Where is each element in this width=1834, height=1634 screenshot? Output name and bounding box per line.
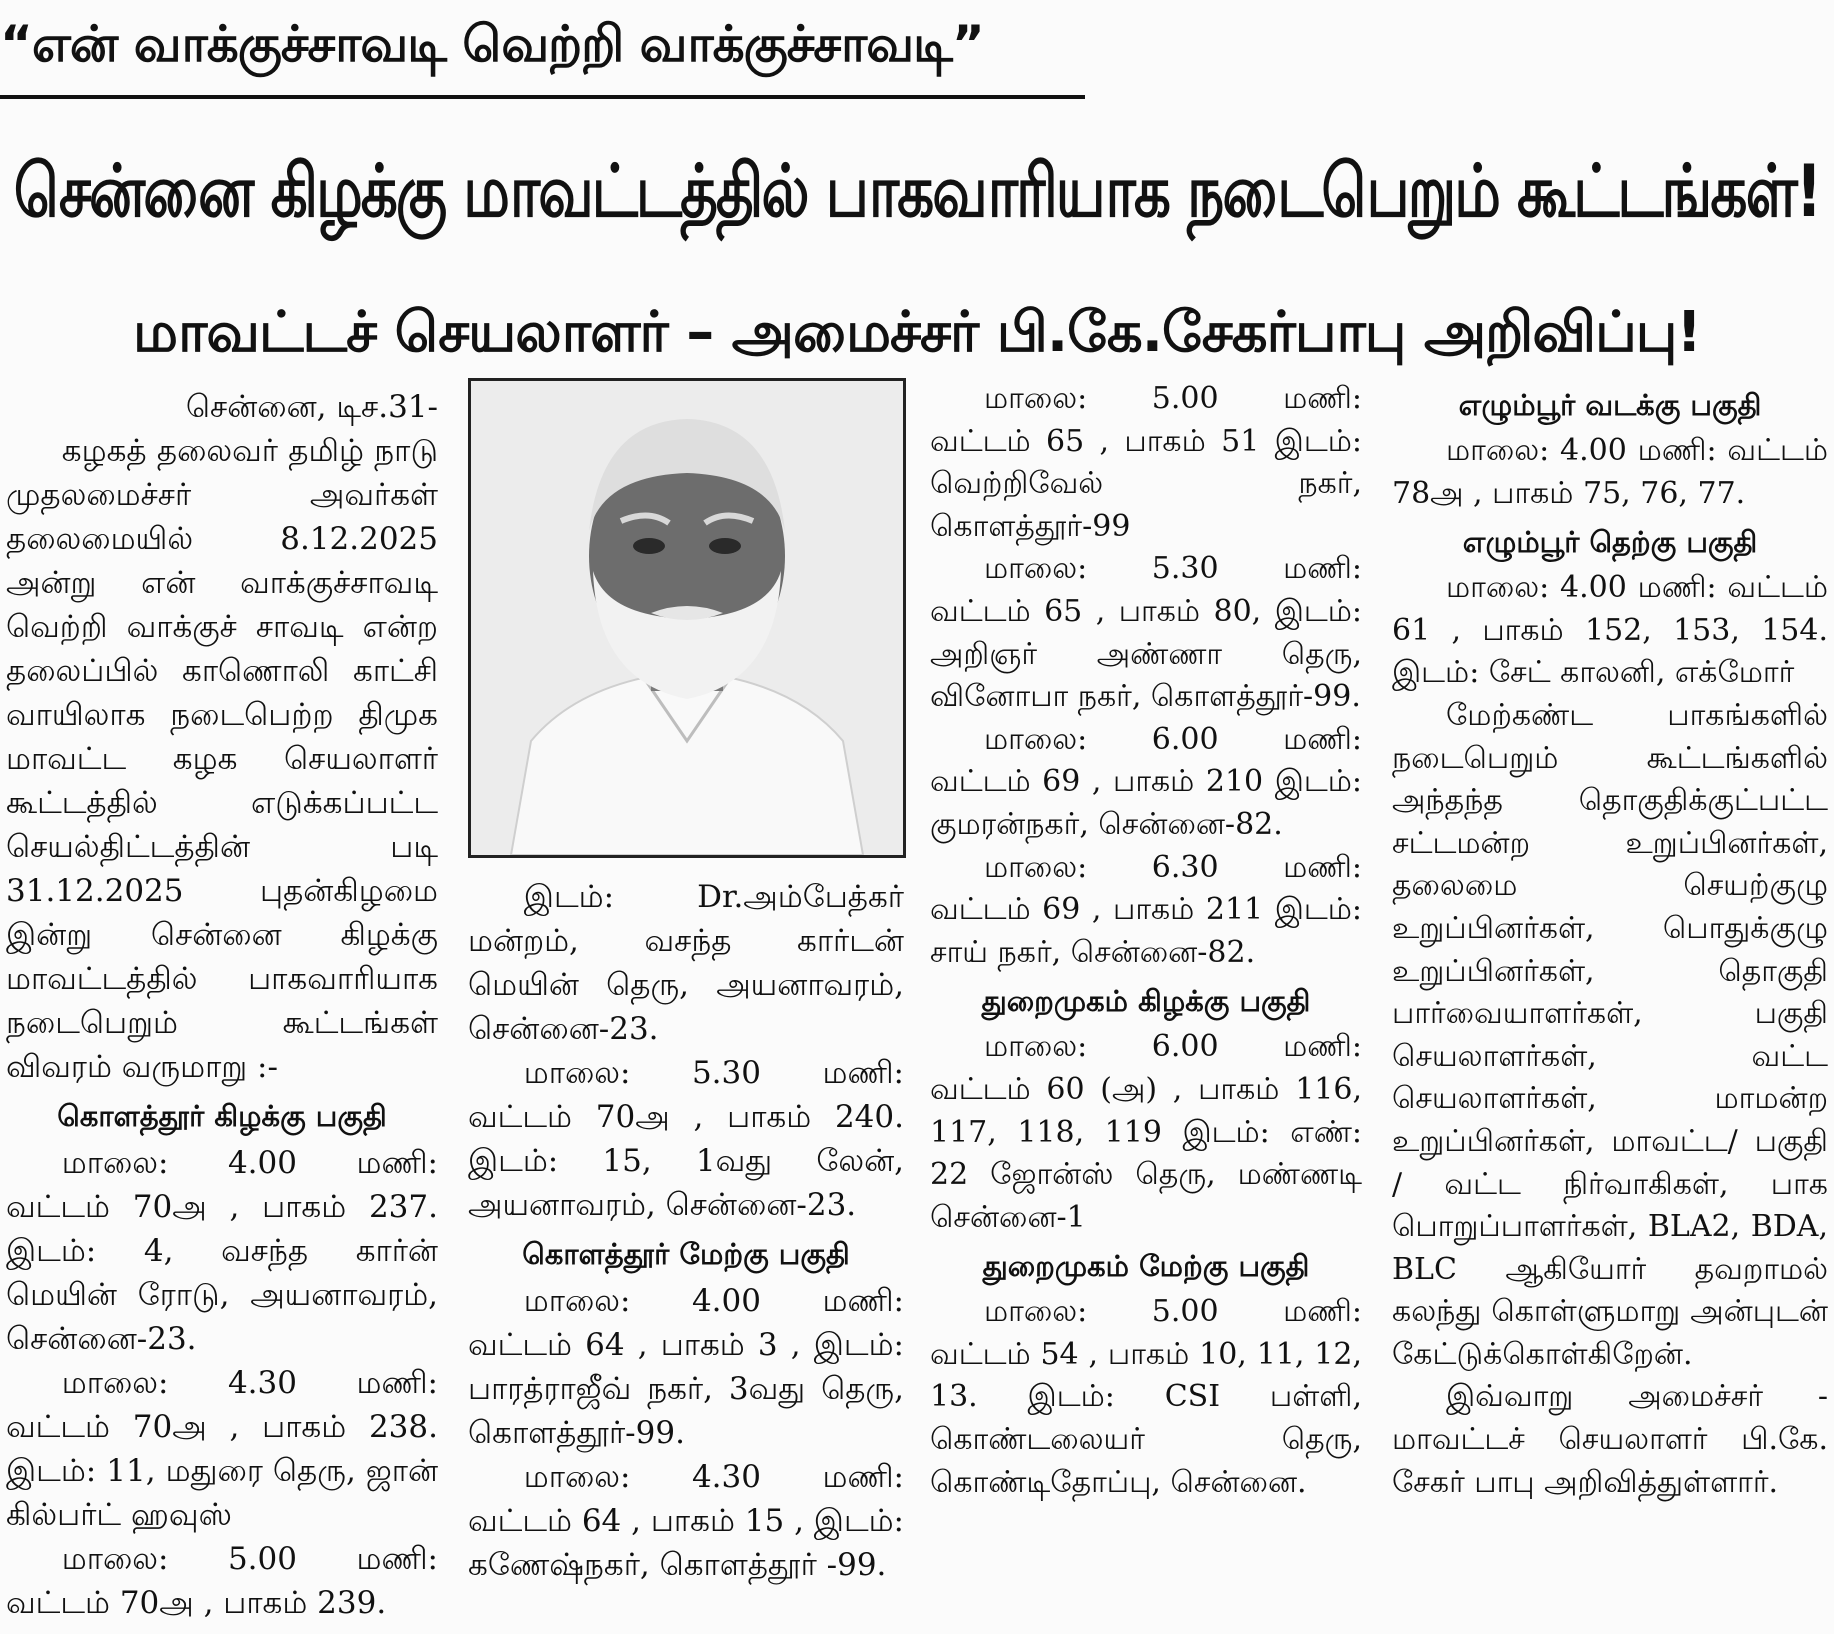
portrait-photo [468,378,906,858]
meeting-entry: மாலை: 6.00 மணி: வட்டம் 69 , பாகம் 210 இடம்: குமரன்நகர், சென்னை-82. [930,721,1362,842]
signoff-paragraph: இவ்வாறு அமைச்சர் - மாவட்டச் செயலாளர் பி.கே. சேகர் பாபு அறிவித்துள்ளார். [1392,1379,1828,1500]
meeting-entry: மாலை: 5.00 மணி: வட்டம் 54 , பாகம் 10, 11, 12, 13. இடம்: CSI பள்ளி, கொண்டலையர் தெரு, கொண்டிதோப்பு, சென்னை. [930,1294,1362,1500]
section-heading-harbour-west: துறைமுகம் மேற்கு பகுதி [982,1249,1310,1284]
meeting-entry: மாலை: 4.00 மணி: வட்டம் 70அ , பாகம் 237. இடம்: 4, வசந்த கார்ன் மெயின் ரோடு, அயனாவரம், சென்னை-23. [6,1145,438,1357]
section-heading-kolathur-east: கொளத்தூர் கிழக்கு பகுதி [57,1099,387,1133]
kicker-headline: “என் வாக்குச்சாவடி வெற்றி வாக்குச்சாவடி” [0,0,1085,99]
portrait-image [471,381,903,855]
meeting-entry: மாலை: 5.00 மணி: வட்டம் 65 , பாகம் 51 இடம்: வெற்றிவேல் நகர், கொளத்தூர்-99 [930,381,1362,544]
meeting-entry: மாலை: 4.30 மணி: வட்டம் 70அ , பாகம் 238. இடம்: 11, மதுரை தெரு, ஜான் கில்பர்ட் ஹவுஸ் [6,1365,438,1533]
main-headline: சென்னை கிழக்கு மாவட்டத்தில் பாகவாரியாக நடைபெறும் கூட்டங்கள்! [13,148,1821,234]
meeting-entry: மாலை: 4.00 மணி: வட்டம் 78அ , பாகம் 75, 76, 77. [1392,433,1828,511]
column-4 [1392,378,1828,1634]
meeting-entry: இடம்: Dr.அம்பேத்கர் மன்றம், வசந்த கார்டன் மெயின் தெரு, அயனாவரம், சென்னை-23. [468,879,904,1047]
meeting-entry: மாலை: 4.00 மணி: வட்டம் 61 , பாகம் 152, 153, 154. இடம்: சேட் காலனி, எக்மோர் [1392,570,1828,691]
intro-paragraph: கழகத் தலைவர் தமிழ் நாடு முதலமைச்சர் அவர்கள் தலைமையில் 8.12.2025 அன்று என் வாக்குச்சாவடி வெற்றி வாக்குச் சாவடி என்ற தலைப்பில் காணொலி காட்சி வாயிலாக நடைபெற்ற திமுக மாவட்ட கழக செயலாளர் கூட்டத்தில் எடுக்கப்பட்ட செயல்திட்டத்தின் படி 31.12.2025 புதன்கிழமை இன்று சென்னை கிழக்கு மாவட்டத்தில் பாகவாரியாக நடைபெறும் கூட்டங்கள் விவரம் வருமாறு :- [6,433,438,1085]
meeting-entry: மாலை: 5.00 மணி: வட்டம் 70அ , பாகம் 239. [6,1541,438,1621]
dateline: சென்னை, டிச.31- [185,389,438,425]
column-1 [6,385,438,1634]
meeting-entry: மாலை: 4.30 மணி: வட்டம் 64 , பாகம் 15 , இடம்: கணேஷ்நகர், கொளத்தூர் -99. [468,1459,904,1583]
section-heading-egmore-south: எழும்பூர் தெற்கு பகுதி [1462,525,1758,560]
meeting-entry: மாலை: 5.30 மணி: வட்டம் 70அ , பாகம் 240. இடம்: 15, 1வது லேன், அயனாவரம், சென்னை-23. [468,1055,904,1223]
meeting-entry: மாலை: 5.30 மணி: வட்டம் 65 , பாகம் 80, இடம்: அறிஞர் அண்ணா தெரு, வினோபா நகர், கொளத்தூர்-99. [930,551,1362,715]
sub-headline: மாவட்டச் செயலாளர் – அமைச்சர் பி.கே.சேகர்பாபு அறிவிப்பு! [133,300,1701,365]
section-heading-harbour-east: துறைமுகம் கிழக்கு பகுதி [981,984,1311,1019]
column-2 [468,875,904,1634]
closing-paragraph: மேற்கண்ட பாகங்களில் நடைபெறும் கூட்டங்களில் அந்தந்த தொகுதிக்குட்பட்ட சட்டமன்ற உறுப்பினர்கள், தலைமை செயற்குழு உறுப்பினர்கள், பொதுக்குழு உறுப்பினர்கள், தொகுதி பார்வையாளர்கள், பகுதி செயலாளர்கள், வட்ட செயலாளர்கள், மாமன்ற உறுப்பினர்கள், மாவட்ட/ பகுதி / வட்ட நிர்வாகிகள், பாக பொறுப்பாளர்கள், BLA2, BDA, BLC ஆகியோர் தவறாமல் கலந்து கொள்ளுமாறு அன்புடன் கேட்டுக்கொள்கிறேன். [1392,697,1828,1372]
section-heading-egmore-north: எழும்பூர் வடக்கு பகுதி [1458,388,1762,422]
meeting-entry: மாலை: 6.00 மணி: வட்டம் 60 (அ) , பாகம் 116, 117, 118, 119 இடம்: எண்: 22 ஜோன்ஸ் தெரு, மண்ணடி சென்னை-1 [930,1029,1362,1235]
meeting-entry: மாலை: 6.30 மணி: வட்டம் 69 , பாகம் 211 இடம்: சாய் நகர், சென்னை-82. [930,849,1362,970]
meeting-entry: மாலை: 4.00 மணி: வட்டம் 64 , பாகம் 3 , இடம்: பாரத்ராஜீவ் நகர், 3வது தெரு, கொளத்தூர்-99. [468,1283,904,1451]
column-3 [930,378,1362,1634]
section-heading-kolathur-west: கொளத்தூர் மேற்கு பகுதி [522,1237,850,1271]
